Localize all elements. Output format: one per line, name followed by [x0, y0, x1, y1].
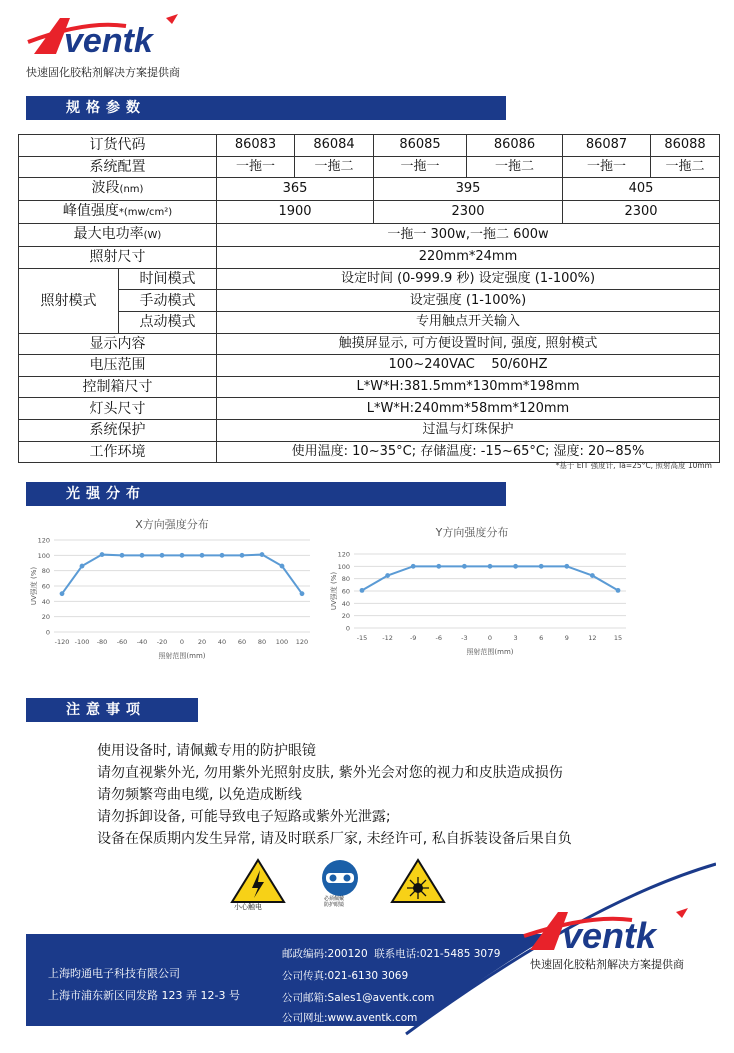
y-axis-label: UV强度 (%) [330, 571, 338, 611]
svg-text:ventk: ventk [64, 22, 153, 60]
band-unit: (nm) [119, 184, 144, 196]
table-row [19, 268, 720, 290]
x-tick-label: 40 [217, 638, 227, 646]
footer-postcode-phone: 邮政编码:200120 联系电话:021-5485 3079 [282, 948, 501, 960]
goggles-icon [322, 860, 358, 896]
x-direction-chart [26, 514, 316, 666]
data-point [590, 573, 595, 578]
series-line [62, 555, 302, 594]
note-item: 使用设备时, 请佩戴专用的防护眼镜 [97, 743, 316, 759]
data-point [360, 588, 365, 593]
protect-label: 系统保护 [19, 419, 217, 441]
svg-text:ventk: ventk [562, 915, 657, 956]
table-row [19, 290, 720, 312]
data-point [436, 564, 441, 569]
x-tick-label: 20 [197, 638, 207, 646]
data-point [140, 553, 145, 558]
display-value: 触摸屏显示, 可方便设置时间, 强度, 照射模式 [217, 333, 720, 355]
x-tick-label: -40 [136, 638, 148, 646]
config-cell: 一拖一 [374, 156, 467, 178]
data-point [385, 573, 390, 578]
note-item: 请勿直视紫外光, 勿用紫外光照射皮肤, 紫外光会对您的视力和皮肤造成损伤 [97, 765, 563, 781]
voltage-value: 100~240VAC 50/60HZ [217, 355, 720, 377]
electric-caption: 小心触电 [234, 903, 262, 911]
section-specs-header: 规格参数 [26, 96, 506, 120]
x-tick-label: 120 [295, 638, 309, 646]
config-cell: 一拖一 [217, 156, 295, 178]
note-item: 请勿频繁弯曲电缆, 以免造成断线 [97, 787, 302, 803]
data-point [539, 564, 544, 569]
peak-cell: 2300 [374, 201, 563, 224]
table-row [19, 178, 720, 201]
band-label [19, 178, 217, 201]
table-row [19, 311, 720, 333]
peak-label [19, 201, 217, 224]
spec-footnote: *基于 EIT 强度计, Ta=25°C, 照射高度 10mm [555, 461, 712, 470]
x-tick-label: -6 [435, 634, 443, 642]
config-cell: 一拖二 [467, 156, 563, 178]
table-row [19, 156, 720, 178]
peak-cell: 1900 [217, 201, 374, 224]
data-point [220, 553, 225, 558]
data-point [564, 564, 569, 569]
data-point [411, 564, 416, 569]
y-tick-label: 80 [41, 567, 50, 576]
data-point [100, 552, 105, 557]
x-tick-label: 100 [275, 638, 289, 646]
power-label-text: 最大电功率 [73, 226, 144, 243]
table-row [19, 135, 720, 157]
x-tick-label: -60 [116, 638, 128, 646]
order-code-cell: 86088 [651, 135, 720, 157]
x-tick-label: -15 [356, 634, 368, 642]
section-notes-underline [26, 720, 198, 722]
data-point [120, 553, 125, 558]
goggles-caption [324, 896, 344, 908]
env-label: 工作环境 [19, 441, 217, 463]
band-cell: 405 [563, 178, 720, 201]
y-tick-label: 100 [337, 562, 350, 571]
data-point [300, 591, 305, 596]
aventk-logo [26, 12, 196, 62]
goggles-caption-line-2: 防护眼镜 [324, 902, 345, 908]
y-tick-label: 120 [37, 536, 50, 545]
note-item: 设备在保质期内发生异常, 请及时联系厂家, 未经许可, 私自拆装设备后果自负 [97, 831, 572, 847]
data-point [280, 564, 285, 569]
y-tick-label: 100 [37, 551, 50, 560]
data-point [200, 553, 205, 558]
size-value: 220mm*24mm [217, 247, 720, 269]
power-value: 一拖一 300w,一拖二 600w [217, 224, 720, 247]
y-tick-label: 80 [341, 575, 350, 584]
time-mode-label: 时间模式 [119, 268, 217, 290]
size-label: 照射尺寸 [19, 247, 217, 269]
config-cell: 一拖二 [651, 156, 720, 178]
power-unit: (W) [143, 230, 162, 242]
y-tick-label: 20 [41, 613, 50, 622]
data-point [180, 553, 185, 558]
data-point [513, 564, 518, 569]
order-code-cell: 86086 [467, 135, 563, 157]
notes-list [97, 740, 572, 850]
spot-mode-value: 专用触点开关输入 [217, 311, 720, 333]
section-distribution-header: 光强分布 [26, 482, 506, 506]
section-distribution-underline [26, 504, 506, 506]
data-point [462, 564, 467, 569]
order-code-label: 订货代码 [19, 135, 217, 157]
table-row [19, 247, 720, 269]
x-tick-label: -100 [74, 638, 90, 646]
table-row [19, 355, 720, 377]
config-cell: 一拖二 [295, 156, 374, 178]
footer-website[interactable]: 公司网址:www.aventk.com [282, 1012, 418, 1024]
x-tick-label: -20 [156, 638, 168, 646]
footer-email[interactable]: 公司邮箱:Sales1@aventk.com [282, 992, 435, 1004]
display-label: 显示内容 [19, 333, 217, 355]
x-tick-label: -12 [382, 634, 393, 642]
order-code-cell: 86084 [295, 135, 374, 157]
x-tick-label: 6 [539, 634, 544, 642]
section-notes-header: 注意事项 [26, 698, 198, 722]
y-tick-label: 0 [45, 628, 50, 637]
manual-mode-label: 手动模式 [119, 290, 217, 312]
chart-title: Y方向强度分布 [435, 526, 509, 539]
data-point [160, 553, 165, 558]
y-tick-label: 120 [337, 550, 350, 559]
chart-title: X方向强度分布 [135, 518, 209, 531]
footer-company: 上海昀通电子科技有限公司 [48, 967, 180, 980]
order-code-cell: 86087 [563, 135, 651, 157]
env-value: 使用温度: 10~35°C; 存储温度: -15~65°C; 湿度: 20~85% [217, 441, 720, 463]
data-point [60, 591, 65, 596]
x-tick-label: 60 [237, 638, 247, 646]
lamp-label: 灯头尺寸 [19, 398, 217, 420]
electric-warning-icon [232, 860, 284, 902]
footer-fax: 公司传真:021-6130 3069 [282, 970, 409, 982]
table-row [19, 398, 720, 420]
controller-value: L*W*H:381.5mm*130mm*198mm [217, 376, 720, 398]
data-point [260, 552, 265, 557]
x-tick-label: 0 [487, 634, 493, 642]
brand-tagline: 快速固化胶粘剂解决方案提供商 [26, 66, 180, 79]
y-tick-label: 40 [341, 599, 350, 608]
mode-label: 照射模式 [19, 268, 119, 333]
table-row [19, 376, 720, 398]
table-row [19, 224, 720, 247]
section-specs-underline [26, 118, 506, 120]
peak-unit: *(mw/cm²) [118, 207, 173, 219]
x-tick-label: 3 [513, 634, 518, 642]
x-tick-label: 80 [257, 638, 267, 646]
y-tick-label: 60 [41, 582, 50, 591]
footer-tagline: 快速固化胶粘剂解决方案提供商 [530, 958, 684, 971]
y-tick-label: 0 [345, 624, 350, 633]
manual-mode-value: 设定强度 (1-100%) [217, 290, 720, 312]
protect-value: 过温与灯珠保护 [217, 419, 720, 441]
y-tick-label: 20 [341, 612, 350, 621]
y-tick-label: 40 [41, 597, 50, 606]
controller-label: 控制箱尺寸 [19, 376, 217, 398]
x-axis-label: 照射范围(mm) [466, 648, 514, 656]
x-tick-label: -80 [96, 638, 108, 646]
laser-warning-icon [392, 860, 444, 902]
data-point [616, 588, 621, 593]
config-label: 系统配置 [19, 156, 217, 178]
goggles-caption-line-1: 必须佩戴 [324, 896, 345, 902]
data-point [240, 553, 245, 558]
data-point [488, 564, 493, 569]
footer-address: 上海市浦东新区同发路 123 弄 12-3 号 [48, 989, 240, 1002]
peak-cell: 2300 [563, 201, 720, 224]
x-tick-label: -120 [54, 638, 70, 646]
order-code-cell: 86085 [374, 135, 467, 157]
x-tick-label: 15 [613, 634, 623, 642]
config-cell: 一拖一 [563, 156, 651, 178]
time-mode-value: 设定时间 (0-999.9 秒) 设定强度 (1-100%) [217, 268, 720, 290]
y-direction-chart [326, 520, 626, 668]
power-label [19, 224, 217, 247]
spec-table [18, 134, 720, 463]
voltage-label: 电压范围 [19, 355, 217, 377]
peak-label-text: 峰值强度 [62, 203, 119, 220]
y-tick-label: 60 [341, 587, 350, 596]
band-cell: 365 [217, 178, 374, 201]
x-tick-label: -3 [461, 634, 468, 642]
table-row [19, 333, 720, 355]
x-tick-label: -9 [409, 634, 417, 642]
band-label-text: 波段 [91, 180, 120, 197]
order-code-cell: 86083 [217, 135, 295, 157]
band-cell: 395 [374, 178, 563, 201]
x-axis-label: 照射范围(mm) [158, 652, 206, 660]
x-tick-label: 12 [588, 634, 597, 642]
spot-mode-label: 点动模式 [119, 311, 217, 333]
data-point [80, 564, 85, 569]
lamp-value: L*W*H:240mm*58mm*120mm [217, 398, 720, 420]
table-row [19, 201, 720, 224]
note-item: 请勿拆卸设备, 可能导致电子短路或紫外光泄露; [97, 809, 391, 825]
x-tick-label: 0 [179, 638, 185, 646]
table-row [19, 419, 720, 441]
x-tick-label: 9 [564, 634, 569, 642]
y-axis-label: UV强度 (%) [30, 566, 38, 606]
footer-aventk-logo [520, 906, 710, 956]
